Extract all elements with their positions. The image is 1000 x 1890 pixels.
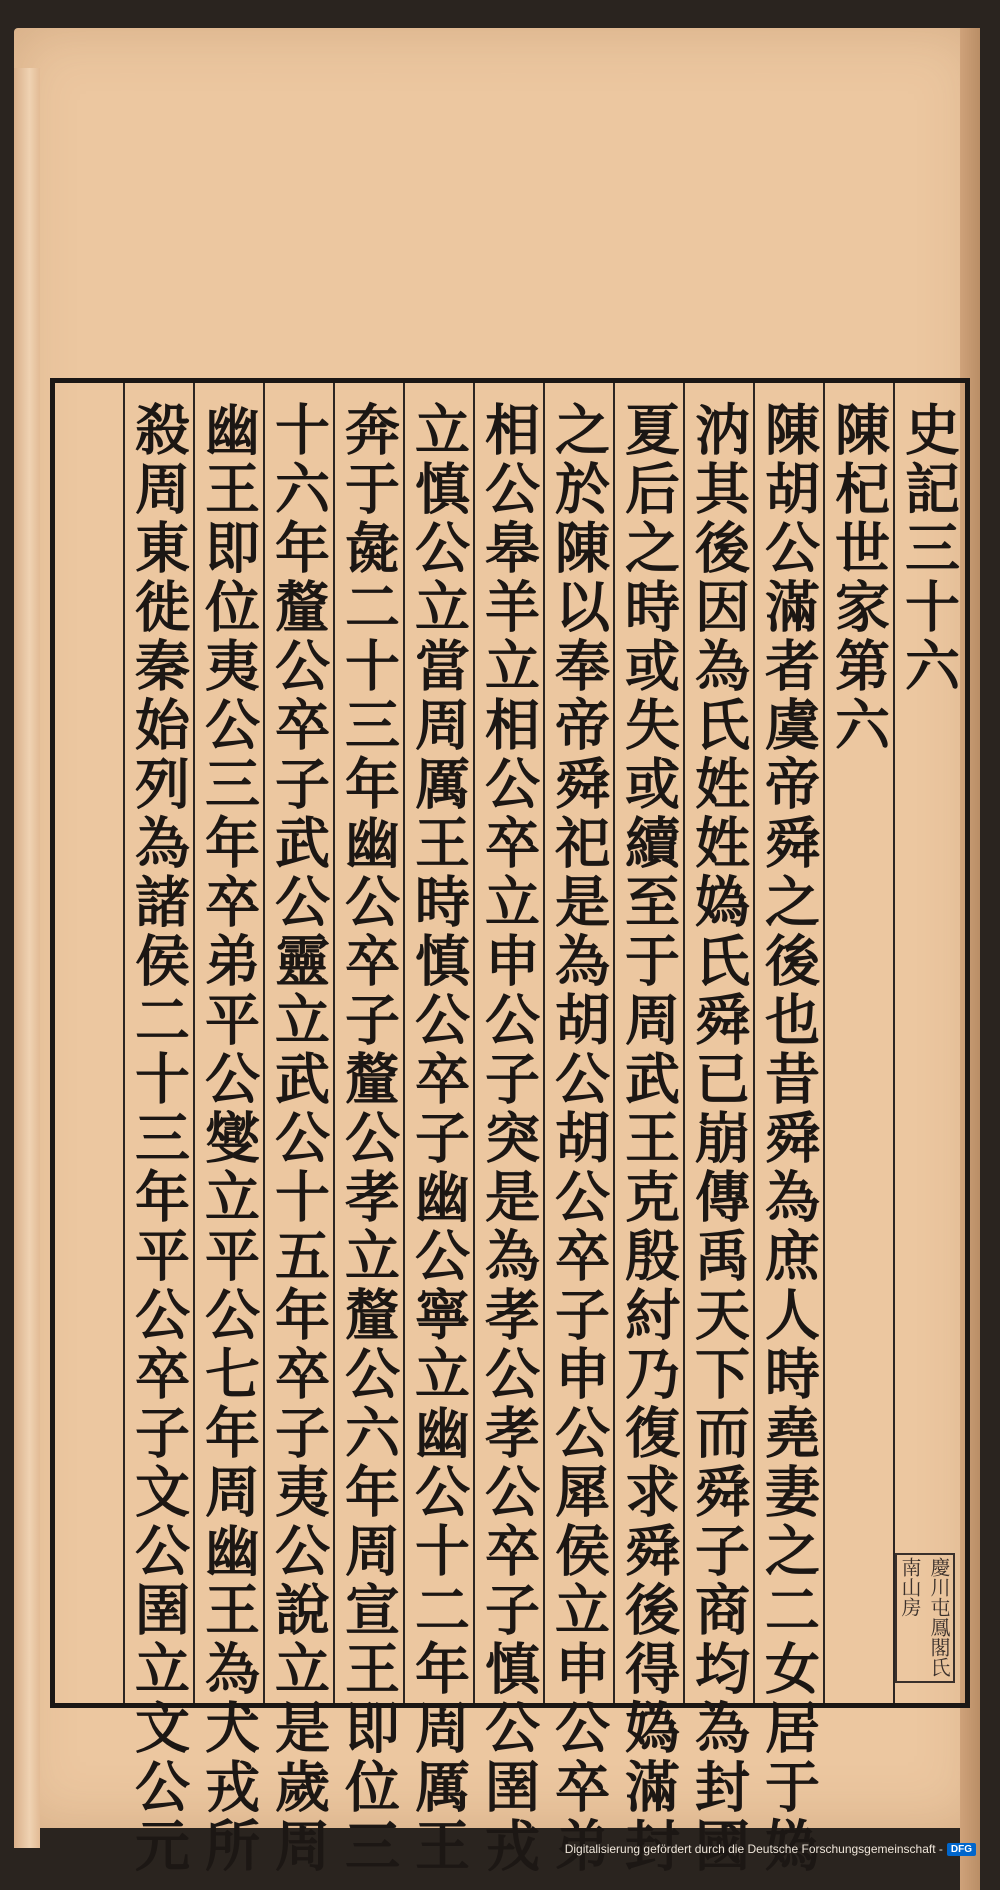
text-column: 夏后之時或失或續至于周武王克殷紂乃復求舜後得媯滿封: [616, 401, 681, 1876]
text-column-heading: 陳杞世家第六: [826, 401, 891, 755]
text-column: 立慎公立當周厲王時慎公卒子幽公寧立幽公十二年周厲王: [406, 401, 471, 1876]
text-column-title: 史記三十六: [896, 401, 961, 696]
text-column: 奔于彘二十三年幽公卒子釐公孝立釐公六年周宣王即位三: [336, 401, 401, 1876]
dfg-logo: DFG: [947, 1843, 976, 1856]
text-column: 陳胡公滿者虞帝舜之後也昔舜為庶人時堯妻之二女居于媯: [756, 401, 821, 1876]
page-stack-edge: [14, 68, 40, 1848]
text-column: 相公皋羊立相公卒立申公子突是為孝公孝公卒子慎公圉戎: [476, 401, 541, 1876]
footer-credit-text: Digitalisierung gefördert durch die Deutsche Forschungsgemeinschaft -: [564, 1842, 943, 1856]
text-column: 殺周東徙秦始列為諸侯二十三年平公卒子文公圉立文公元: [126, 401, 191, 1876]
text-column: 十六年釐公卒子武公靈立武公十五年卒子夷公說立是歲周: [266, 401, 331, 1876]
text-column: 之於陳以奉帝舜祀是為胡公胡公卒子申公犀侯立申公卒弟: [546, 401, 611, 1876]
text-column: 汭其後因為氏姓姓媯氏舜已崩傳禹天下而舜子商均為封國: [686, 401, 751, 1876]
footer-credit: [565, 1842, 976, 1856]
text-column: 幽王即位夷公三年卒弟平公燮立平公七年周幽王為犬戎所: [196, 401, 261, 1876]
publisher-seal: 慶川屯鳳閣氏南山房: [895, 1553, 955, 1683]
